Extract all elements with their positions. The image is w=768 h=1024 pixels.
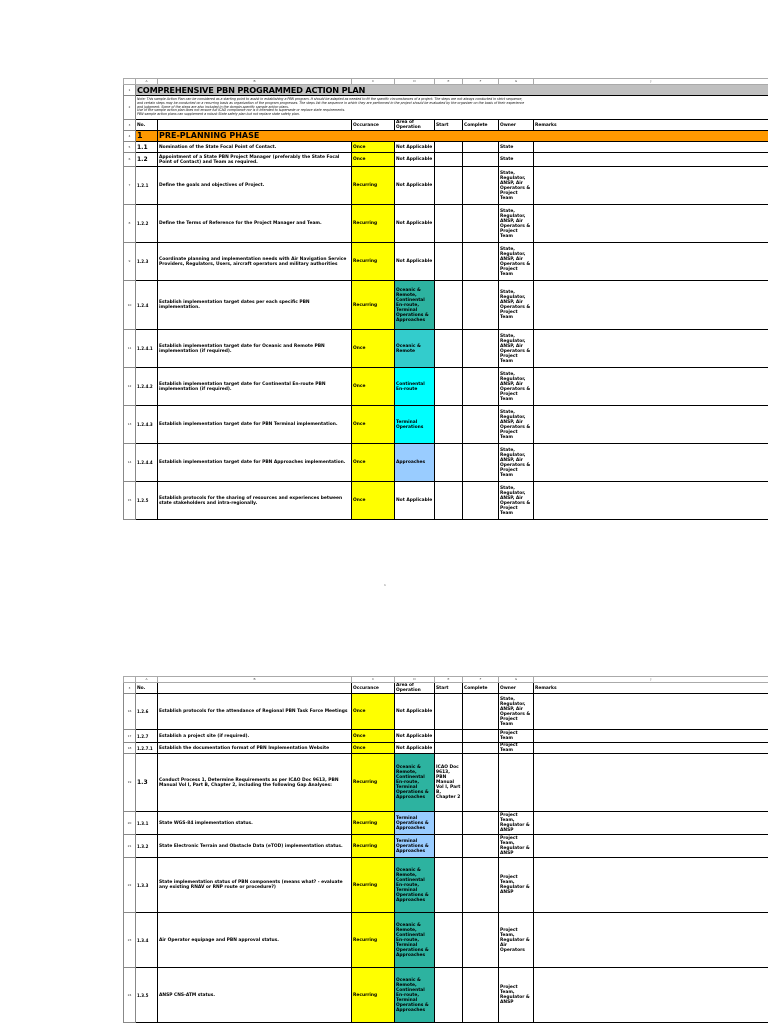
- complete-cell: [463, 754, 499, 812]
- start-cell: [435, 167, 463, 205]
- table-row: [124, 812, 768, 835]
- remarks-cell: [534, 167, 768, 205]
- header-owner: Owner: [499, 683, 534, 694]
- task-number: 1.3.3: [136, 858, 158, 913]
- page-1-rows: [124, 142, 768, 520]
- owner-cell: Project Team, Regulator & ANSP: [499, 858, 534, 913]
- column-letter: B: [158, 677, 352, 683]
- area-cell: Oceanic & Remote, Continental En-route, Terminal Operations & Approaches: [395, 754, 435, 812]
- phase-label: PRE-PLANNING PHASE: [158, 131, 768, 142]
- table-row: [124, 281, 768, 330]
- occurance-cell: Once: [352, 153, 395, 167]
- owner-cell: State, Regulator, ANSP, Air Operators & Project Team: [499, 330, 534, 368]
- row-number: 21: [124, 835, 136, 858]
- task-description: Nomination of the State Focal Point of Contact.: [158, 142, 352, 153]
- task-description: Establish implementation target date for PBN Terminal implementation.: [158, 406, 352, 444]
- complete-cell: [463, 444, 499, 482]
- start-cell: [435, 835, 463, 858]
- header-start: Start: [435, 120, 463, 131]
- task-number: 1.1: [136, 142, 158, 153]
- task-description: Define the goals and objectives of Project.: [158, 167, 352, 205]
- complete-cell: [463, 743, 499, 754]
- owner-cell: Project Team, Regulator & ANSP: [499, 835, 534, 858]
- remarks-cell: [534, 205, 768, 243]
- row-number: 11: [124, 330, 136, 368]
- area-cell: Not Applicable: [395, 205, 435, 243]
- area-cell: Oceanic & Remote: [395, 330, 435, 368]
- complete-cell: [463, 812, 499, 835]
- page-number: 1: [384, 583, 386, 587]
- row-number: 18: [124, 743, 136, 754]
- column-letter: A: [136, 79, 158, 85]
- complete-cell: [463, 142, 499, 153]
- occurance-cell: Recurring: [352, 167, 395, 205]
- owner-cell: Project Team: [499, 743, 534, 754]
- start-cell: [435, 858, 463, 913]
- row-number: 5: [124, 142, 136, 153]
- owner-cell: State, Regulator, ANSP, Air Operators & Project Team: [499, 694, 534, 730]
- task-description: Coordinate planning and implementation needs with Air Navigation Service Providers, Regulators, Users, aircraft operators and military authorities: [158, 243, 352, 281]
- row-number: 17: [124, 730, 136, 743]
- table-row: [124, 330, 768, 368]
- area-cell: Not Applicable: [395, 153, 435, 167]
- start-cell: ICAO Doc 9613, PBN Manual Vol I, Part B, Chapter 2: [435, 754, 463, 812]
- task-number: 1.2.4.4: [136, 444, 158, 482]
- start-cell: [435, 913, 463, 968]
- page-2-rows: [124, 694, 768, 1023]
- task-number: 1.2.4.3: [136, 406, 158, 444]
- plan-note: Note: This sample Action Plan can be considered as a starting point to assist in establishing a PBN program. It should be adapted as needed to fit the specific circumstances of a project. The steps are not always conducted in strict sequence, and certain steps may be conducted on a recurring basis as organization of the program progresses. The steps list the sequence in which they are performed in the project should be evaluated by the organizer on the basis of their experience and judgment. Some of the steps are also included in the domain-specific sample action plans. Use of the sample action plan does not ensure full ICAO compliance nor is it intended to supersede or replace state requirements. PBN sample action plans can supplement a robust State safety plan but not replace state safety plan.: [136, 96, 768, 120]
- remarks-cell: [534, 968, 768, 1023]
- header-area: Area of Operation: [395, 120, 435, 131]
- table-row: [124, 754, 768, 812]
- task-description: State WGS-84 implementation status.: [158, 812, 352, 835]
- area-cell: Not Applicable: [395, 730, 435, 743]
- remarks-cell: [534, 694, 768, 730]
- table-row: [124, 968, 768, 1023]
- task-number: 1.2.3: [136, 243, 158, 281]
- start-cell: [435, 444, 463, 482]
- table-row: [124, 913, 768, 968]
- row-number: 16: [124, 694, 136, 730]
- column-letter: A: [136, 677, 158, 683]
- table-row: [124, 368, 768, 406]
- complete-cell: [463, 330, 499, 368]
- area-cell: Approaches: [395, 444, 435, 482]
- task-description: Conduct Process 1, Determine Requirements as per ICAO Doc 9613, PBN Manual Vol I, Part B, Chapter 2, including the following Gap Analyses:: [158, 754, 352, 812]
- table-row: [124, 694, 768, 730]
- column-letter: G: [499, 677, 534, 683]
- owner-cell: State: [499, 153, 534, 167]
- task-number: 1.2.1: [136, 167, 158, 205]
- task-number: 1.2.4.1: [136, 330, 158, 368]
- table-row: [124, 243, 768, 281]
- header-remarks: Remarks: [534, 683, 768, 694]
- phase-number: 1: [136, 131, 158, 142]
- start-cell: [435, 153, 463, 167]
- complete-cell: [463, 730, 499, 743]
- column-letter: G: [499, 79, 534, 85]
- remarks-cell: [534, 812, 768, 835]
- occurance-cell: Once: [352, 406, 395, 444]
- complete-cell: [463, 167, 499, 205]
- occurance-cell: Recurring: [352, 835, 395, 858]
- row-number: 10: [124, 281, 136, 330]
- column-letter: E: [435, 79, 463, 85]
- area-cell: Terminal Operations & Approaches: [395, 812, 435, 835]
- occurance-cell: Once: [352, 482, 395, 520]
- row-number: 8: [124, 205, 136, 243]
- owner-cell: State, Regulator, ANSP, Air Operators & Project Team: [499, 444, 534, 482]
- row-number: 24: [124, 968, 136, 1023]
- complete-cell: [463, 913, 499, 968]
- row-number: 19: [124, 754, 136, 812]
- owner-cell: Project Team, Regulator & ANSP: [499, 968, 534, 1023]
- task-description: State Electronic Terrain and Obstacle Data (eTOD) implementation status.: [158, 835, 352, 858]
- task-number: 1.2.4.2: [136, 368, 158, 406]
- column-letter: F: [463, 677, 499, 683]
- start-cell: [435, 482, 463, 520]
- remarks-cell: [534, 754, 768, 812]
- start-cell: [435, 142, 463, 153]
- row-number: 9: [124, 243, 136, 281]
- row-number: 12: [124, 368, 136, 406]
- remarks-cell: [534, 482, 768, 520]
- column-letter: F: [463, 79, 499, 85]
- task-number: 1.3.1: [136, 812, 158, 835]
- area-cell: Oceanic & Remote, Continental En-route, Terminal Operations & Approaches: [395, 968, 435, 1023]
- table-row: [124, 167, 768, 205]
- action-plan-table-1: [123, 78, 768, 520]
- task-number: 1.2.5: [136, 482, 158, 520]
- owner-cell: State, Regulator, ANSP, Air Operators & Project Team: [499, 205, 534, 243]
- table-row: [124, 142, 768, 153]
- complete-cell: [463, 368, 499, 406]
- area-cell: Oceanic & Remote, Continental En-route, Terminal Operations & Approaches: [395, 858, 435, 913]
- owner-cell: State, Regulator, ANSP, Air Operators & Project Team: [499, 482, 534, 520]
- occurance-cell: Once: [352, 694, 395, 730]
- column-letter: B: [158, 79, 352, 85]
- area-cell: Oceanic & Remote, Continental En-route, Terminal Operations & Approaches: [395, 281, 435, 330]
- owner-cell: State: [499, 142, 534, 153]
- complete-cell: [463, 281, 499, 330]
- sheet-page-2: [123, 676, 768, 1023]
- column-letter: E: [435, 677, 463, 683]
- owner-cell: State, Regulator, ANSP, Air Operators & Project Team: [499, 167, 534, 205]
- task-description: Establish implementation target date for Continental En-route PBN implementation (if required).: [158, 368, 352, 406]
- task-description: Establish a project site (if required).: [158, 730, 352, 743]
- complete-cell: [463, 482, 499, 520]
- start-cell: [435, 730, 463, 743]
- header-occurance: Occurance: [352, 683, 395, 694]
- remarks-cell: [534, 730, 768, 743]
- row-number: 20: [124, 812, 136, 835]
- header-complete: Complete: [463, 120, 499, 131]
- column-letter: C: [352, 79, 395, 85]
- occurance-cell: Once: [352, 142, 395, 153]
- task-number: 1.2: [136, 153, 158, 167]
- task-number: 1.2.4: [136, 281, 158, 330]
- start-cell: [435, 406, 463, 444]
- task-description: Establish protocols for the attendance of Regional PBN Task Force Meetings: [158, 694, 352, 730]
- area-cell: Not Applicable: [395, 243, 435, 281]
- header-complete: Complete: [463, 683, 499, 694]
- area-cell: Not Applicable: [395, 743, 435, 754]
- remarks-cell: [534, 153, 768, 167]
- start-cell: [435, 243, 463, 281]
- occurance-cell: Recurring: [352, 243, 395, 281]
- occurance-cell: Recurring: [352, 754, 395, 812]
- task-description: Air Operator equipage and PBN approval status.: [158, 913, 352, 968]
- remarks-cell: [534, 743, 768, 754]
- task-number: 1.3.4: [136, 913, 158, 968]
- column-letter: D: [395, 677, 435, 683]
- task-description: Establish implementation target date for PBN Approaches implementation.: [158, 444, 352, 482]
- owner-cell: State, Regulator, ANSP, Air Operators & Project Team: [499, 243, 534, 281]
- task-number: 1.3: [136, 754, 158, 812]
- task-number: 1.2.7.1: [136, 743, 158, 754]
- occurance-cell: Recurring: [352, 281, 395, 330]
- task-description: State implementation status of PBN components (means what? - evaluate any existing RNAV or RNP route or procedure?): [158, 858, 352, 913]
- start-cell: [435, 694, 463, 730]
- table-row: [124, 730, 768, 743]
- header-no: No.: [136, 683, 158, 694]
- owner-cell: Project Team: [499, 730, 534, 743]
- phase-row: 4 1 PRE-PLANNING PHASE: [124, 131, 768, 142]
- header-start: Start: [435, 683, 463, 694]
- table-row: [124, 444, 768, 482]
- plan-title: COMPREHENSIVE PBN PROGRAMMED ACTION PLAN: [136, 85, 768, 96]
- start-cell: [435, 743, 463, 754]
- remarks-cell: [534, 243, 768, 281]
- table-row: [124, 153, 768, 167]
- column-letter: J: [534, 79, 768, 85]
- remarks-cell: [534, 281, 768, 330]
- complete-cell: [463, 406, 499, 444]
- occurance-cell: Once: [352, 368, 395, 406]
- task-description: Establish the documentation format of PBN Implementation Website: [158, 743, 352, 754]
- occurance-cell: Once: [352, 444, 395, 482]
- task-description: Establish implementation target date for Oceanic and Remote PBN implementation (if required).: [158, 330, 352, 368]
- occurance-cell: Recurring: [352, 968, 395, 1023]
- owner-cell: State, Regulator, ANSP, Air Operators & Project Team: [499, 281, 534, 330]
- remarks-cell: [534, 444, 768, 482]
- sheet-page-1: [123, 78, 768, 520]
- area-cell: Oceanic & Remote, Continental En-route, Terminal Operations & Approaches: [395, 913, 435, 968]
- task-number: 1.2.6: [136, 694, 158, 730]
- table-row: [124, 835, 768, 858]
- task-description: Appointment of a State PBN Project Manager (preferably the State Focal Point of Contact) and Team as required.: [158, 153, 352, 167]
- table-row: [124, 858, 768, 913]
- action-plan-table-2: [123, 676, 768, 1023]
- row-number: 23: [124, 913, 136, 968]
- header-occurance: Occurance: [352, 120, 395, 131]
- remarks-cell: [534, 142, 768, 153]
- occurance-cell: Once: [352, 330, 395, 368]
- task-number: 1.3.2: [136, 835, 158, 858]
- row-number: 22: [124, 858, 136, 913]
- task-description: Establish protocols for the sharing of resources and experiences between state stakeholders and intra-regionally.: [158, 482, 352, 520]
- start-cell: [435, 281, 463, 330]
- task-number: 1.3.5: [136, 968, 158, 1023]
- owner-cell: [499, 754, 534, 812]
- table-row: [124, 205, 768, 243]
- task-description: ANSP CNS-ATM status.: [158, 968, 352, 1023]
- header-no: No.: [136, 120, 158, 131]
- remarks-cell: [534, 330, 768, 368]
- area-cell: Continental En-route: [395, 368, 435, 406]
- area-cell: Not Applicable: [395, 482, 435, 520]
- task-number: 1.2.2: [136, 205, 158, 243]
- area-cell: Terminal Operations: [395, 406, 435, 444]
- area-cell: Not Applicable: [395, 142, 435, 153]
- table-row: [124, 482, 768, 520]
- remarks-cell: [534, 406, 768, 444]
- remarks-cell: [534, 368, 768, 406]
- header-area: Area of Operation: [395, 683, 435, 694]
- start-cell: [435, 330, 463, 368]
- area-cell: Not Applicable: [395, 167, 435, 205]
- row-number: 13: [124, 406, 136, 444]
- owner-cell: State, Regulator, ANSP, Air Operators & Project Team: [499, 406, 534, 444]
- occurance-cell: Once: [352, 730, 395, 743]
- remarks-cell: [534, 858, 768, 913]
- occurance-cell: Recurring: [352, 858, 395, 913]
- row-number: 6: [124, 153, 136, 167]
- remarks-cell: [534, 835, 768, 858]
- header-owner: Owner: [499, 120, 534, 131]
- complete-cell: [463, 205, 499, 243]
- start-cell: [435, 812, 463, 835]
- table-row: [124, 406, 768, 444]
- task-description: Establish implementation target dates per each specific PBN implementation.: [158, 281, 352, 330]
- area-cell: Not Applicable: [395, 694, 435, 730]
- occurance-cell: Recurring: [352, 913, 395, 968]
- row-number: 7: [124, 167, 136, 205]
- note-row: 2 Note: This sample Action Plan can be considered as a starting point to assist in establishing a PBN program. It should be adapted as needed to fit the specific circumstances of a project. The steps are not always conducted in strict sequence, and certain steps may be conducted on a recurring basis as organization of the program progresses. The steps list the sequence in which they are performed in the project should be evaluated by the organizer on the basis of their experience and judgment. Some of the steps are also included in the domain-specific sample action plans. Use of the sample action plan does not ensure full ICAO compliance nor is it intended to supersede or replace state requirements. PBN sample action plans can supplement a robust State safety plan but not replace state safety plan.: [124, 96, 768, 120]
- complete-cell: [463, 153, 499, 167]
- occurance-cell: Once: [352, 743, 395, 754]
- complete-cell: [463, 858, 499, 913]
- row-number: 14: [124, 444, 136, 482]
- complete-cell: [463, 968, 499, 1023]
- column-letter: C: [352, 677, 395, 683]
- complete-cell: [463, 835, 499, 858]
- start-cell: [435, 968, 463, 1023]
- header-remarks: Remarks: [534, 120, 768, 131]
- task-description: Define the Terms of Reference for the Project Manager and Team.: [158, 205, 352, 243]
- header-row: 3 No. Occurance Area of Operation Start Complete Owner Remarks: [124, 683, 768, 694]
- column-letter: J: [534, 677, 768, 683]
- task-number: 1.2.7: [136, 730, 158, 743]
- start-cell: [435, 205, 463, 243]
- title-row: 1 COMPREHENSIVE PBN PROGRAMMED ACTION PLAN: [124, 85, 768, 96]
- header-row: 3 No. Occurance Area of Operation Start Complete Owner Remarks: [124, 120, 768, 131]
- column-letter: D: [395, 79, 435, 85]
- complete-cell: [463, 243, 499, 281]
- row-number: 15: [124, 482, 136, 520]
- occurance-cell: Recurring: [352, 205, 395, 243]
- complete-cell: [463, 694, 499, 730]
- owner-cell: Project Team, Regulator & ANSP: [499, 812, 534, 835]
- table-row: [124, 743, 768, 754]
- occurance-cell: Recurring: [352, 812, 395, 835]
- start-cell: [435, 368, 463, 406]
- owner-cell: Project Team, Regulator & Air Operators: [499, 913, 534, 968]
- owner-cell: State, Regulator, ANSP, Air Operators & Project Team: [499, 368, 534, 406]
- area-cell: Terminal Operations & Approaches: [395, 835, 435, 858]
- remarks-cell: [534, 913, 768, 968]
